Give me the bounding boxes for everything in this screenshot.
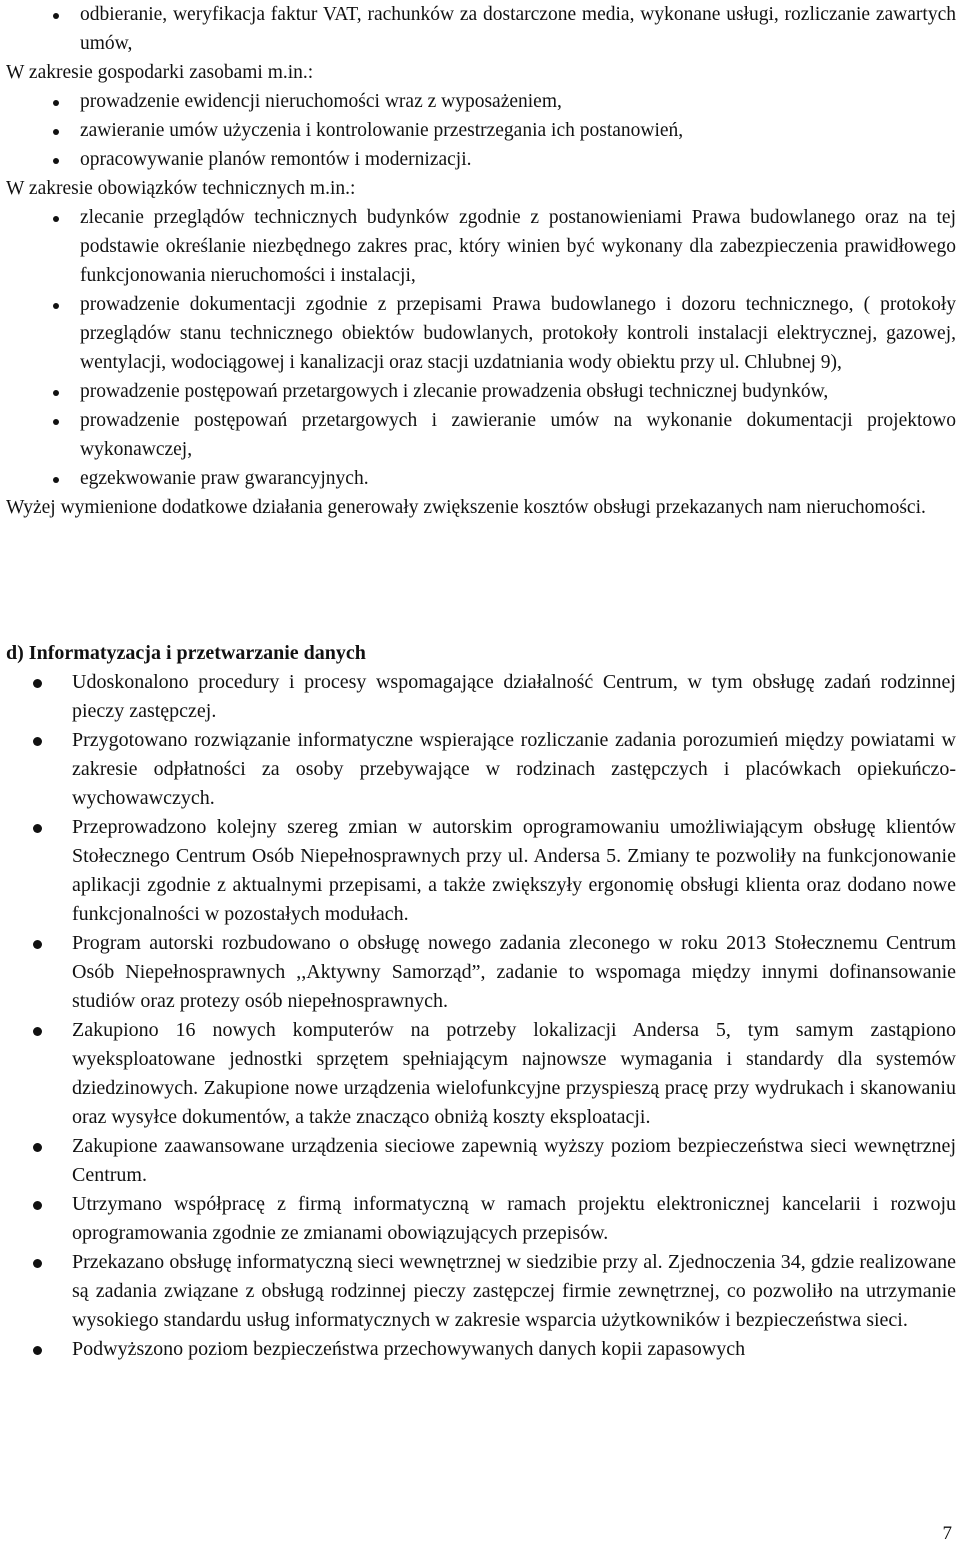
list-item-text: Udoskonalono procedury i procesy wspomagające działalność Centrum, w tym obsługę zadań rodzinnej pieczy zastępczej. bbox=[72, 671, 956, 722]
list-item bbox=[6, 813, 956, 929]
list-item bbox=[6, 929, 956, 1016]
list-item bbox=[6, 290, 956, 377]
list-item bbox=[6, 1016, 956, 1132]
section-heading-resources: W zakresie gospodarki zasobami m.in.: bbox=[6, 62, 314, 83]
bullet-icon bbox=[33, 1143, 42, 1152]
list-item bbox=[6, 145, 956, 174]
list-item-text: prowadzenie postępowań przetargowych i zawieranie umów na wykonanie dokumentacji projektowo wykonawczej, bbox=[80, 410, 956, 460]
list-item-text: prowadzenie dokumentacji zgodnie z przepisami Prawa budowlanego i dozoru technicznego, ( protokoły przeglądów stanu technicznego obiektów budowlanych, protokoły kontroli instalacji elektrycznej, gazowej, wentylacji, wodociągowej i kanalizacji oraz stacji uzdatniania wody obiektu przy ul. Chlubnej 9), bbox=[80, 294, 956, 373]
bullet-icon bbox=[53, 303, 59, 309]
bullet-icon bbox=[33, 1259, 42, 1268]
list-item-text: zlecanie przeglądów technicznych budynków zgodnie z postanowieniami Prawa budowlanego oraz na tej podstawie określanie niezbędnego zakres prac, który winien być wykonany dla zabezpieczenia prawidłowego funkcjonowania nieruchomości i instalacji, bbox=[80, 207, 956, 286]
bullet-icon bbox=[53, 390, 59, 396]
list-item bbox=[6, 726, 956, 813]
list-it bbox=[6, 668, 956, 1364]
list-item-text: Przygotowano rozwiązanie informatyczne wspierające rozliczanie zadania porozumień między powiatami w zakresie odpłatności za osoby przebywające w rodzinach zastępczych i placówkach opiekuńczo-wychowawczych. bbox=[72, 729, 956, 809]
bullet-icon bbox=[53, 13, 59, 19]
list-item bbox=[6, 1190, 956, 1248]
bullet-icon bbox=[33, 940, 42, 949]
bullet-icon bbox=[53, 419, 59, 425]
list-item-text: Utrzymano współpracę z firmą informatyczną w ramach projektu elektronicznej kancelarii i rozwoju oprogramowania zgodnie ze zmianami obowiązujących przepisów. bbox=[72, 1193, 956, 1244]
closing-paragraph: Wyżej wymienione dodatkowe działania generowały zwiększenie kosztów obsługi przekazanych nam nieruchomości. bbox=[6, 497, 926, 518]
bullet-icon bbox=[53, 216, 59, 222]
list-item-text: opracowywanie planów remontów i modernizacji. bbox=[80, 149, 472, 170]
bullet-icon bbox=[33, 737, 42, 746]
bullet-icon bbox=[53, 158, 59, 164]
list-resources bbox=[6, 87, 956, 174]
section-heading-it: d) Informatyzacja i przetwarzanie danych bbox=[6, 642, 366, 664]
list-item bbox=[6, 203, 956, 290]
list-item bbox=[6, 87, 956, 116]
list-item-text: Zakupione zaawansowane urządzenia sieciowe zapewnią wyższy poziom bezpieczeństwa sieci wewnętrznej Centrum. bbox=[72, 1135, 956, 1186]
section-heading-technical: W zakresie obowiązków technicznych m.in.: bbox=[6, 178, 356, 199]
list-item bbox=[6, 1335, 956, 1364]
list-item-text: Podwyższono poziom bezpieczeństwa przechowywanych danych kopii zapasowych bbox=[72, 1338, 746, 1360]
list-item-text: Zakupiono 16 nowych komputerów na potrzeby lokalizacji Andersa 5, tym samym zastąpiono wyeksploatowane jednostki sprzętem spełniającym najnowsze wymagania i standardy dla systemów dziedzinowych. Zakupione nowe urządzenia wielofunkcyjne przyspieszą pracę przy wydrukach i skanowaniu oraz wysyłce dokumentów, a także znacząco obniżą koszty eksploatacji. bbox=[72, 1019, 956, 1128]
page-number: 7 bbox=[942, 1523, 952, 1544]
list-item bbox=[6, 0, 956, 58]
list-item bbox=[6, 406, 956, 464]
administration-section bbox=[6, 0, 956, 522]
bullet-icon bbox=[33, 1027, 42, 1036]
bullet-icon bbox=[33, 824, 42, 833]
bullet-icon bbox=[33, 1346, 42, 1355]
list-item-text: Przekazano obsługę informatyczną sieci wewnętrznej w siedzibie przy al. Zjednoczenia 34, gdzie realizowane są zadania związane z obsługą rodzinnej pieczy zastępczej firmie zewnętrznej, co pozwoliło na utrzymanie wysokiego standardu usług informatycznych w zakresie wsparcia użytkowników i bezpieczeństwa sieci. bbox=[72, 1251, 956, 1331]
bullet-icon bbox=[33, 679, 42, 688]
bullet-icon bbox=[53, 477, 59, 483]
list-item bbox=[6, 1132, 956, 1190]
list-item-text: prowadzenie ewidencji nieruchomości wraz z wyposażeniem, bbox=[80, 91, 562, 112]
list-item-text: prowadzenie postępowań przetargowych i zlecanie prowadzenia obsługi technicznej budynków, bbox=[80, 381, 829, 402]
list-item bbox=[6, 1248, 956, 1335]
list-item bbox=[6, 377, 956, 406]
list-invoices bbox=[6, 0, 956, 58]
list-item bbox=[6, 116, 956, 145]
bullet-icon bbox=[33, 1201, 42, 1210]
list-item-text: egzekwowanie praw gwarancyjnych. bbox=[80, 468, 369, 489]
list-item-text: zawieranie umów użyczenia i kontrolowanie przestrzegania ich postanowień, bbox=[80, 120, 684, 141]
bullet-icon bbox=[53, 100, 59, 106]
list-item-text: odbieranie, weryfikacja faktur VAT, rachunków za dostarczone media, wykonane usługi, rozliczanie zawartych umów, bbox=[80, 4, 956, 54]
list-item bbox=[6, 464, 956, 493]
bullet-icon bbox=[53, 129, 59, 135]
it-section bbox=[6, 639, 956, 1364]
list-technical bbox=[6, 203, 956, 493]
list-item-text: Przeprowadzono kolejny szereg zmian w autorskim oprogramowaniu umożliwiającym obsługę klientów Stołecznego Centrum Osób Niepełnosprawnych przy ul. Andersa 5. Zmiany te pozwoliły na funkcjonowanie aplikacji zgodnie z aktualnymi przepisami, a także zwiększyły ergonomię obsługi klienta oraz dodano nowe funkcjonalności w pozostałych modułach. bbox=[72, 816, 956, 925]
list-item bbox=[6, 668, 956, 726]
list-item-text: Program autorski rozbudowano o obsługę nowego zadania zleconego w roku 2013 Stołecznemu Centrum Osób Niepełnosprawnych ,,Aktywny Samorząd”, zadanie to wspomaga między innymi dofinansowanie studiów oraz protezy osób niepełnosprawnych. bbox=[72, 932, 956, 1012]
